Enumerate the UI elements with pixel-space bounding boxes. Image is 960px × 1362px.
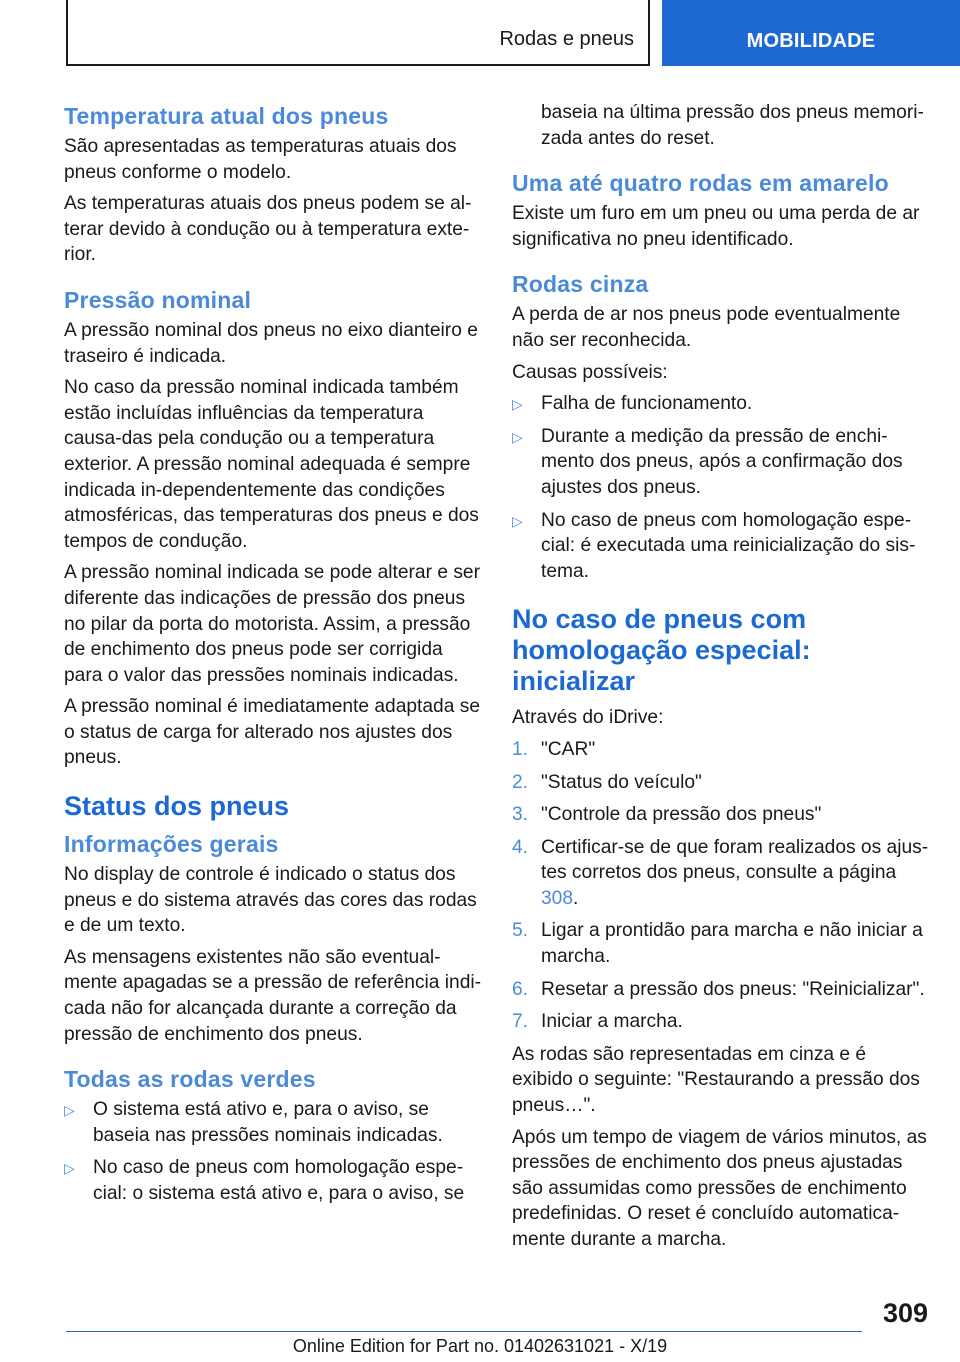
list-item: 6. Resetar a pressão dos pneus: "Reinicializar". [512,978,925,1000]
heading-temperatura: Temperatura atual dos pneus [64,103,389,129]
page-number: 309 [882,1298,928,1328]
paragraph: A pressão nominal indicada se pode alterar e ser diferente das indicações de pressão dos pneus no pilar da porta do motorista. Assim, a pressão de enchimento dos pneus pode ser corrigida para o valor das pressões nominais indicadas. [64,562,480,686]
list-item: ▷ Falha de funcionamento. [512,391,930,417]
heading-homologacao: No caso de pneus com homologação especial: inicializar [512,604,811,697]
paragraph: A perda de ar nos pneus pode eventualmente não ser reconhecida. [512,304,901,351]
paragraph: Causas possíveis: [512,361,668,383]
triangle-bullet-icon: ▷ [512,428,523,445]
triangle-bullet-icon: ▷ [64,1160,75,1177]
paragraph: As rodas são representadas em cinza e é exibido o seguinte: "Restaurando a pressão dos pneus…". [512,1043,920,1117]
paragraph: No display de controle é indicado o status dos pneus e do sistema através das cores das rodas e de um texto. [64,864,477,937]
paragraph: São apresentadas as temperaturas atuais dos pneus conforme o modelo. [64,136,457,183]
footer-divider [66,1331,862,1332]
page-link-308[interactable]: 308 [541,887,574,909]
list-item: ▷ O sistema está ativo e, para o aviso, se baseia nas pressões nominais indicadas. [64,1099,443,1146]
paragraph: Através do iDrive: [512,707,664,729]
paragraph: A pressão nominal é imediatamente adaptada se o status de carga for alterado nos ajustes dos pneus. [64,696,480,769]
triangle-bullet-icon: ▷ [512,396,523,413]
paragraph: As mensagens existentes não são eventual-mente apagadas se a pressão de referência indi-cada não for alcançada durante a correção da pressão de enchimento dos pneus. [64,946,482,1045]
paragraph: As temperaturas atuais dos pneus podem se al-terar devido à condução ou à temperatura exte-rior. [64,193,472,266]
paragraph-continuation: baseia na última pressão dos pneus memori-zada antes do reset. [541,102,924,149]
header-section-title: Rodas e pneus [499,28,634,50]
heading-informacoes-gerais: Informações gerais [64,831,279,858]
heading-status-dos-pneus: Status dos pneus [64,791,290,822]
list-item: ▷ No caso de pneus com homologação espe-cial: é executada uma reinicialização do sis-tema. [512,509,916,582]
header-section-box [66,0,650,66]
left-column [64,100,482,1214]
list-item: 3. "Controle da pressão dos pneus" [512,804,822,826]
paragraph: Existe um furo em um pneu ou uma perda de ar significativa no pneu identificado. [512,203,920,250]
heading-rodas-amarelo: Uma até quatro rodas em amarelo [512,170,889,197]
list-rodas-verdes [64,1097,482,1206]
paragraph: Após um tempo de viagem de vários minutos, as pressões de enchimento dos pneus ajustadas são assumidas como pressões de enchimento predefinidas. O reset é concluído automatica-mente durante a marcha. [512,1126,927,1250]
heading-rodas-verdes: Todas as rodas verdes [64,1066,316,1093]
list-item: 5. Ligar a prontidão para marcha e não iniciar a marcha. [512,920,923,968]
heading-pressao-nominal: Pressão nominal [64,286,252,313]
header-chapter-tab[interactable]: MOBILIDADE [662,0,960,66]
heading-rodas-cinza: Rodas cinza [512,271,649,298]
list-causas [512,391,930,584]
paragraph: A pressão nominal dos pneus no eixo dianteiro e traseiro é indicada. [64,319,478,367]
list-steps [512,737,930,1035]
list-item: 7. Iniciar a marcha. [512,1011,683,1033]
triangle-bullet-icon: ▷ [512,512,523,529]
paragraph: No caso da pressão nominal indicada também estão incluídas influências da temperatura causa-das pela condução ou a temperatura exterior. A pressão nominal adequada é sempre indicada in-dependentemente das condições atmosféricas, das temperaturas dos pneus e dos tempos de condução. [64,377,479,552]
page-header [0,0,960,66]
list-item: ▷ Durante a medição da pressão de enchi-mento dos pneus, após a confirmação dos ajustes dos pneus. [512,425,903,498]
list-item: 2. "Status do veículo" [512,771,702,793]
footer-edition: Online Edition for Part no. 01402631021 - X/19 [292,1336,668,1356]
list-item: 1. "CAR" [512,738,596,760]
triangle-bullet-icon: ▷ [64,1102,75,1119]
list-item: ▷ No caso de pneus com homologação espe-cial: o sistema está ativo e, para o aviso, se [64,1157,465,1204]
list-item: 4. Certificar-se de que foram realizados os ajus-tes corretos dos pneus, consulte a página 308. [512,836,929,909]
right-column [512,100,930,1259]
